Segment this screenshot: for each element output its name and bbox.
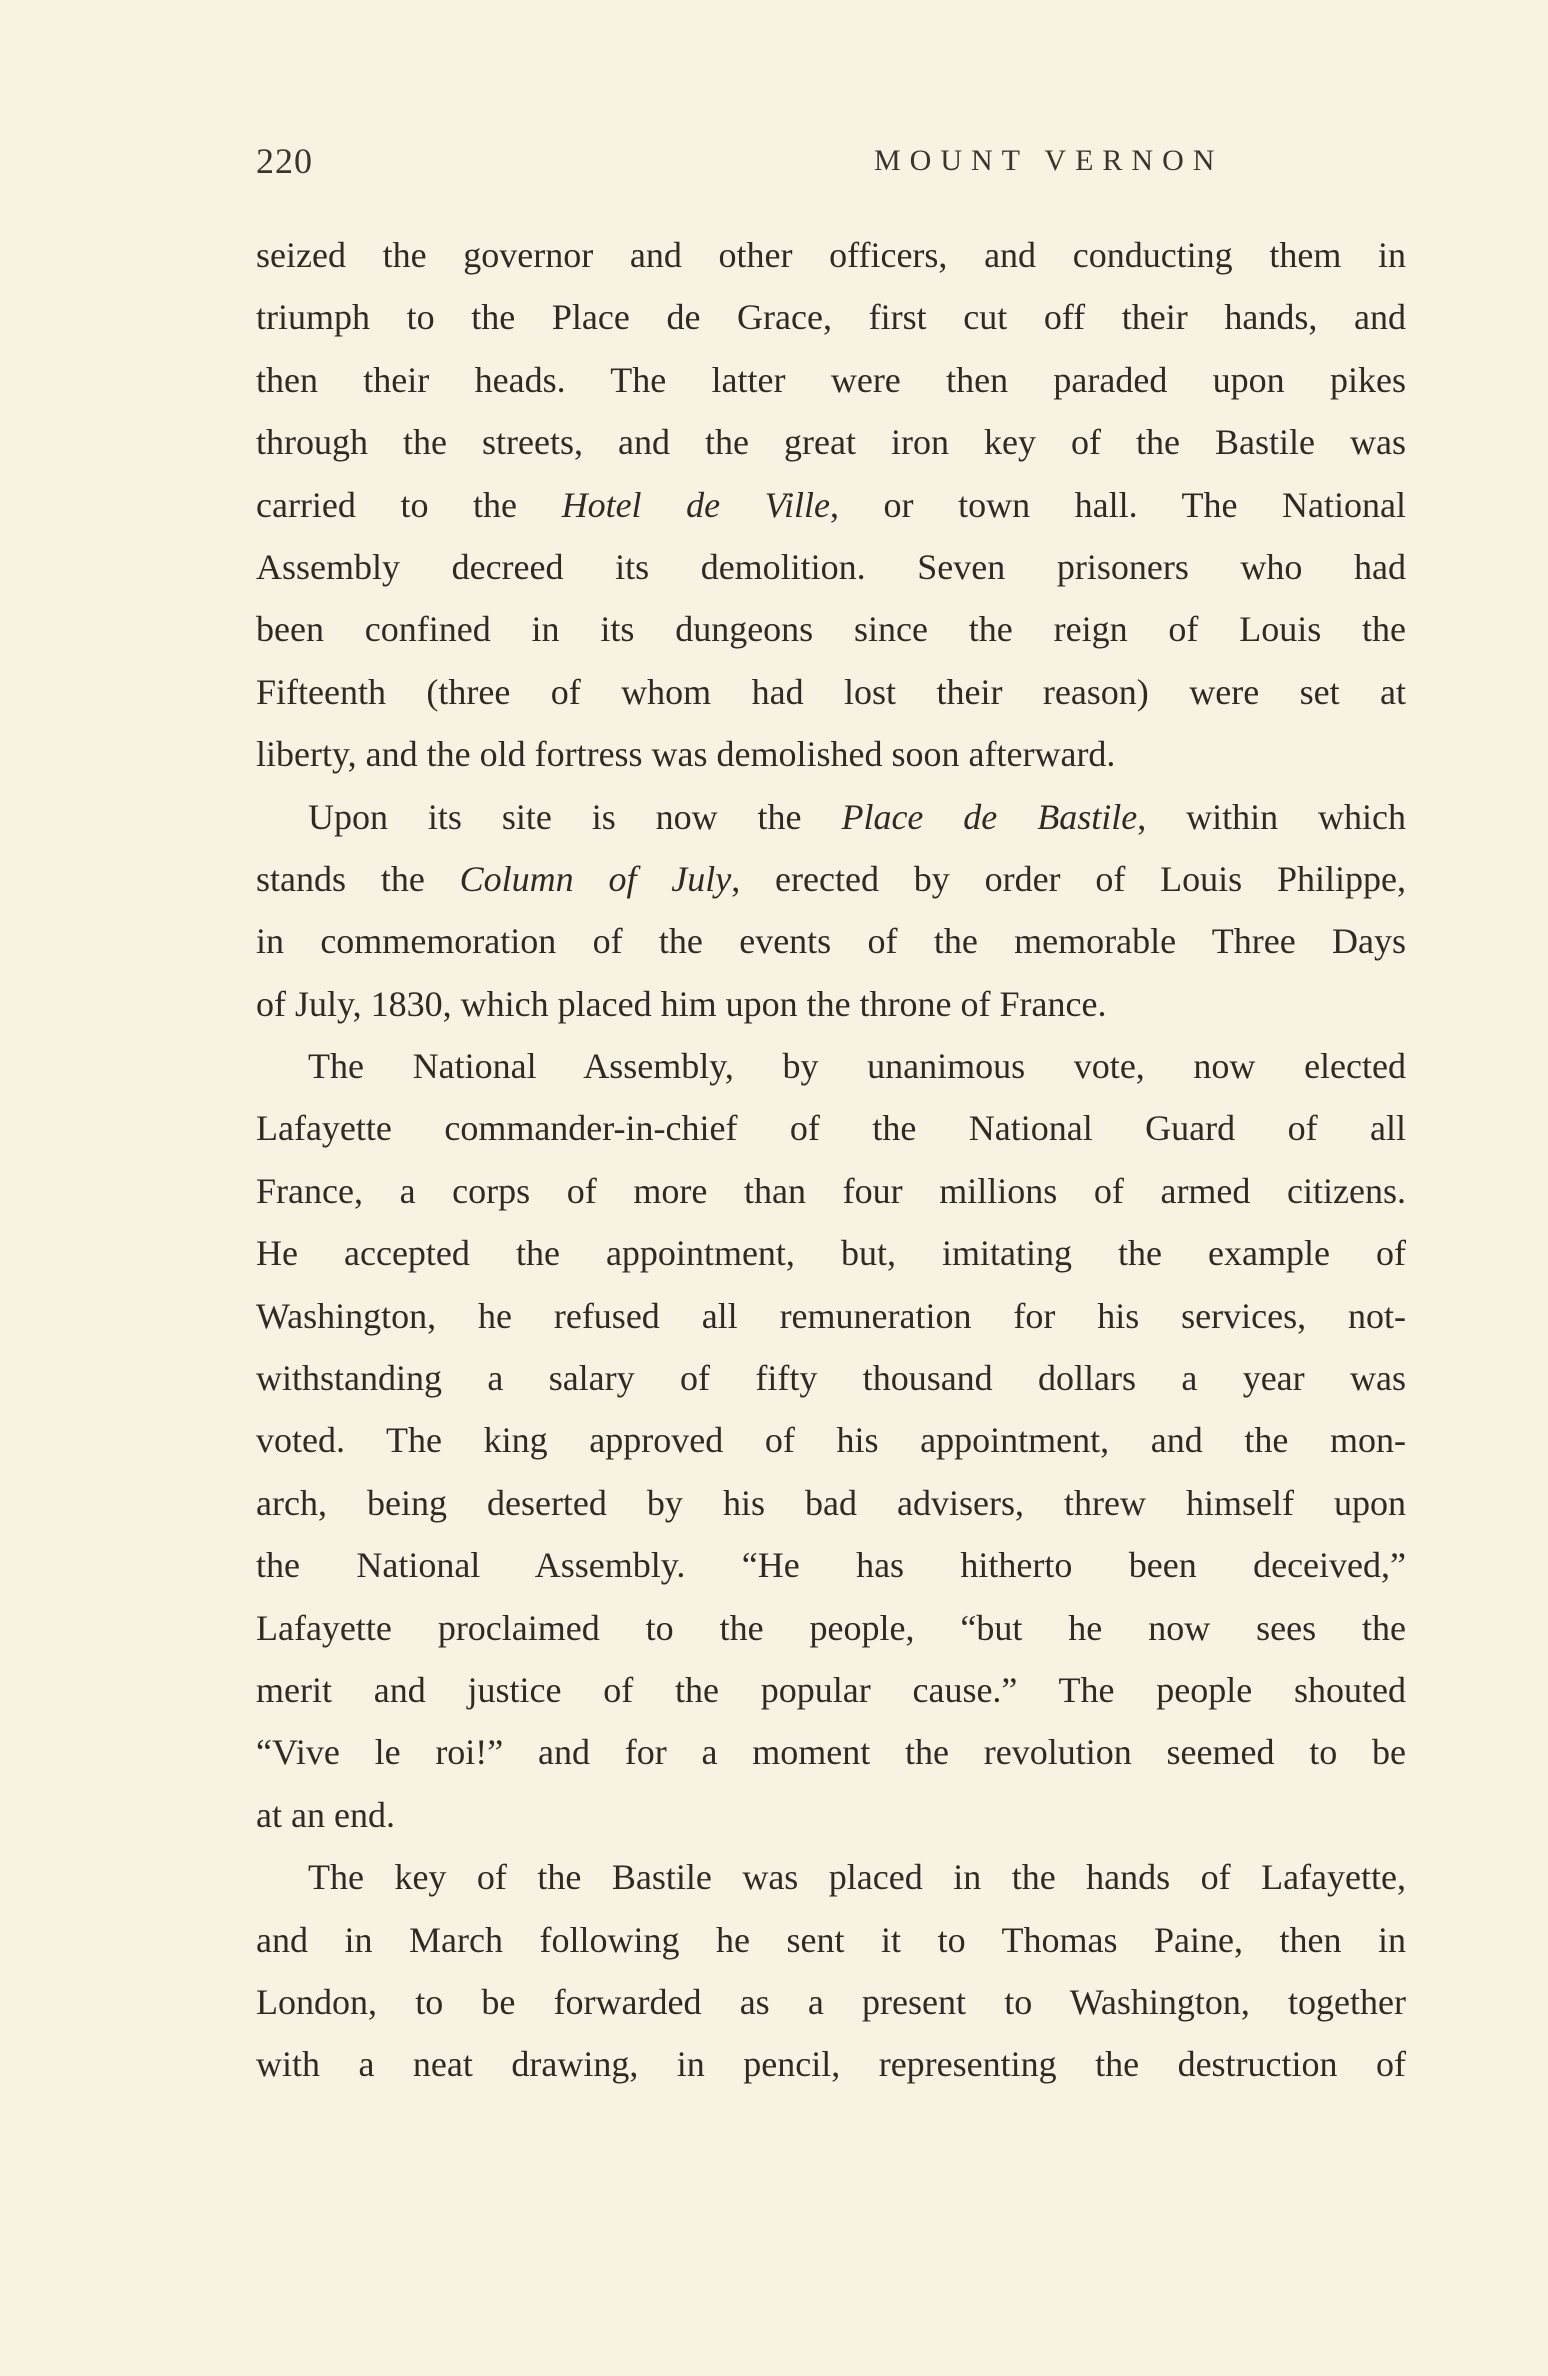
text-line: The National Assembly, by unanimous vote, now elected: [308, 1046, 1406, 1087]
text-line: arch, being deserted by his bad advisers, threw himself upon: [256, 1482, 1406, 1523]
text-line: triumph to the Place de Grace, first cut off their hands, and: [256, 297, 1406, 338]
text-line: Fifteenth (three of whom had lost their reason) were set at: [256, 671, 1406, 712]
text-line: in commemoration of the events of the memorable Three Days: [256, 921, 1406, 962]
text-segment: carried to the: [256, 484, 562, 525]
text-line: been confined in its dungeons since the reign of Louis the: [256, 609, 1406, 650]
text-line: of July, 1830, which placed him upon the throne of France.: [256, 983, 1107, 1024]
text-line: withstanding a salary of fifty thousand dollars a year was: [256, 1358, 1406, 1399]
text-line: The key of the Bastile was placed in the hands of Lafayette,: [308, 1857, 1406, 1898]
italic-phrase: Column of July: [459, 858, 732, 899]
italic-phrase: Place de Bastile: [841, 796, 1138, 837]
text-line: Lafayette commander-in-chief of the National Guard of all: [256, 1108, 1406, 1149]
text-line: through the streets, and the great iron key of the Bastile was: [256, 422, 1406, 463]
body-text: [256, 224, 1406, 2096]
text-segment: , or town hall. The National: [829, 484, 1407, 525]
italic-phrase: Hotel de Ville: [561, 484, 830, 525]
text-segment: , within which: [1137, 796, 1406, 837]
text-line: and in March following he sent it to Thomas Paine, then in: [256, 1919, 1406, 1960]
text-line: [256, 474, 1406, 536]
page-header: [256, 140, 1406, 190]
text-line: voted. The king approved of his appointment, and the mon-: [256, 1420, 1406, 1461]
text-line: He accepted the appointment, but, imitating the example of: [256, 1233, 1406, 1274]
text-segment: stands the: [256, 858, 460, 899]
text-line: with a neat drawing, in pencil, representing the destruction of: [256, 2044, 1406, 2085]
text-line: at an end.: [256, 1794, 395, 1835]
text-segment: Upon its site is now the: [308, 796, 842, 837]
text-line: liberty, and the old fortress was demolished soon afterward.: [256, 734, 1116, 775]
text-line: France, a corps of more than four millions of armed citizens.: [256, 1170, 1406, 1211]
text-line: Washington, he refused all remuneration for his services, not-: [256, 1295, 1406, 1336]
text-line: “Vive le roi!” and for a moment the revolution seemed to be: [256, 1732, 1406, 1773]
text-line: Lafayette proclaimed to the people, “but he now sees the: [256, 1607, 1406, 1648]
text-line: [256, 786, 1406, 848]
text-line: the National Assembly. “He has hitherto been deceived,”: [256, 1545, 1406, 1586]
page-number: 220: [256, 141, 313, 181]
text-line: then their heads. The latter were then paraded upon pikes: [256, 359, 1406, 400]
text-line: [256, 848, 1406, 910]
text-line: London, to be forwarded as a present to Washington, together: [256, 1981, 1406, 2022]
running-head: MOUNT VERNON: [874, 144, 1224, 177]
text-line: Assembly decreed its demolition. Seven prisoners who had: [256, 546, 1406, 587]
text-line: merit and justice of the popular cause.” The people shouted: [256, 1669, 1406, 1710]
text-segment: , erected by order of Louis Philippe,: [731, 858, 1406, 899]
text-line: seized the governor and other officers, and conducting them in: [256, 235, 1406, 275]
